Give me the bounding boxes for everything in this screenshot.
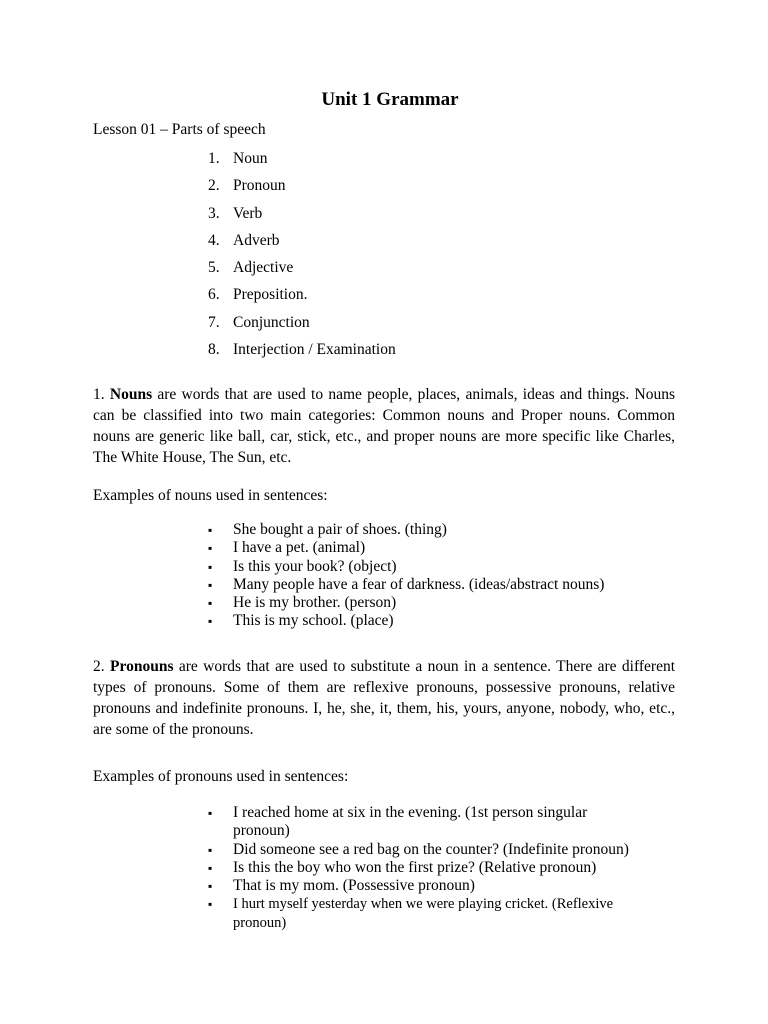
- list-item: ▪ Is this the boy who won the first prize? (Relative pronoun): [208, 858, 597, 876]
- list-item: ▪ Did someone see a red bag on the counter? (Indefinite pronoun): [208, 840, 629, 858]
- pronouns-examples-list: [208, 804, 629, 932]
- nouns-examples-list: [208, 521, 604, 631]
- pronouns-paragraph: 2. Pronouns are words that are used to substitute a noun in a sentence. There are different types of pronouns. Some of them are reflexive pronouns, possessive pronouns, relative pronouns and indefinite pronouns. I, he, she, it, them, his, yours, anyone, nobody, who, etc., are some of the pronouns.: [93, 658, 676, 738]
- parts-of-speech-list: [208, 148, 396, 366]
- list-item: ▪ This is my school. (place): [208, 612, 394, 630]
- list-item: ▪ I hurt myself yesterday when we were playing cricket. (Reflexive pronoun): [208, 896, 614, 931]
- lesson-heading: Lesson 01 – Parts of speech: [93, 121, 266, 138]
- list-item: 4. Adverb: [208, 231, 280, 249]
- list-item: ▪ That is my mom. (Possessive pronoun): [208, 877, 475, 895]
- list-item: 7. Conjunction: [208, 313, 310, 331]
- bullet-icon: ▪: [208, 879, 213, 894]
- bullet-icon: ▪: [208, 897, 213, 912]
- list-item: 6. Preposition.: [208, 286, 308, 304]
- nouns-term: Nouns: [109, 386, 153, 403]
- list-item: 5. Adjective: [208, 259, 294, 277]
- list-item: 2. Pronoun: [208, 177, 286, 195]
- list-item: ▪ Many people have a fear of darkness. (ideas/abstract nouns): [208, 575, 605, 593]
- bullet-icon: ▪: [208, 842, 213, 857]
- list-item: ▪ She bought a pair of shoes. (thing): [208, 521, 447, 538]
- bullet-icon: ▪: [208, 559, 213, 574]
- bullet-icon: ▪: [208, 577, 213, 592]
- page-title: Unit 1 Grammar: [321, 89, 459, 110]
- pronouns-term: Pronouns: [110, 658, 174, 675]
- bullet-icon: ▪: [208, 614, 213, 629]
- list-item: 1. Noun: [208, 150, 268, 167]
- bullet-icon: ▪: [208, 860, 213, 875]
- bullet-icon: ▪: [208, 523, 213, 537]
- bullet-icon: ▪: [208, 541, 213, 556]
- bullet-icon: ▪: [208, 596, 213, 611]
- list-item: ▪ He is my brother. (person): [208, 594, 397, 612]
- list-item: ▪ I reached home at six in the evening. (1st person singular pronoun): [208, 804, 588, 840]
- nouns-paragraph: 1. Nouns are words that are used to name people, places, animals, ideas and things. Nouns can be classified into two main categories: Common nouns and Proper nouns. Common nouns are generic like ball, car, stick, etc., and proper nouns are more specific like Charles, The White House, The Sun, etc.: [93, 386, 676, 466]
- nouns-examples-heading: Examples of nouns used in sentences:: [93, 487, 328, 504]
- list-item: 8. Interjection / Examination: [208, 341, 396, 359]
- pronouns-examples-heading: Examples of pronouns used in sentences:: [93, 768, 349, 785]
- bullet-icon: ▪: [208, 806, 213, 820]
- list-item: ▪ Is this your book? (object): [208, 557, 397, 575]
- list-item: 3. Verb: [208, 204, 263, 222]
- list-item: ▪ I have a pet. (animal): [208, 539, 366, 557]
